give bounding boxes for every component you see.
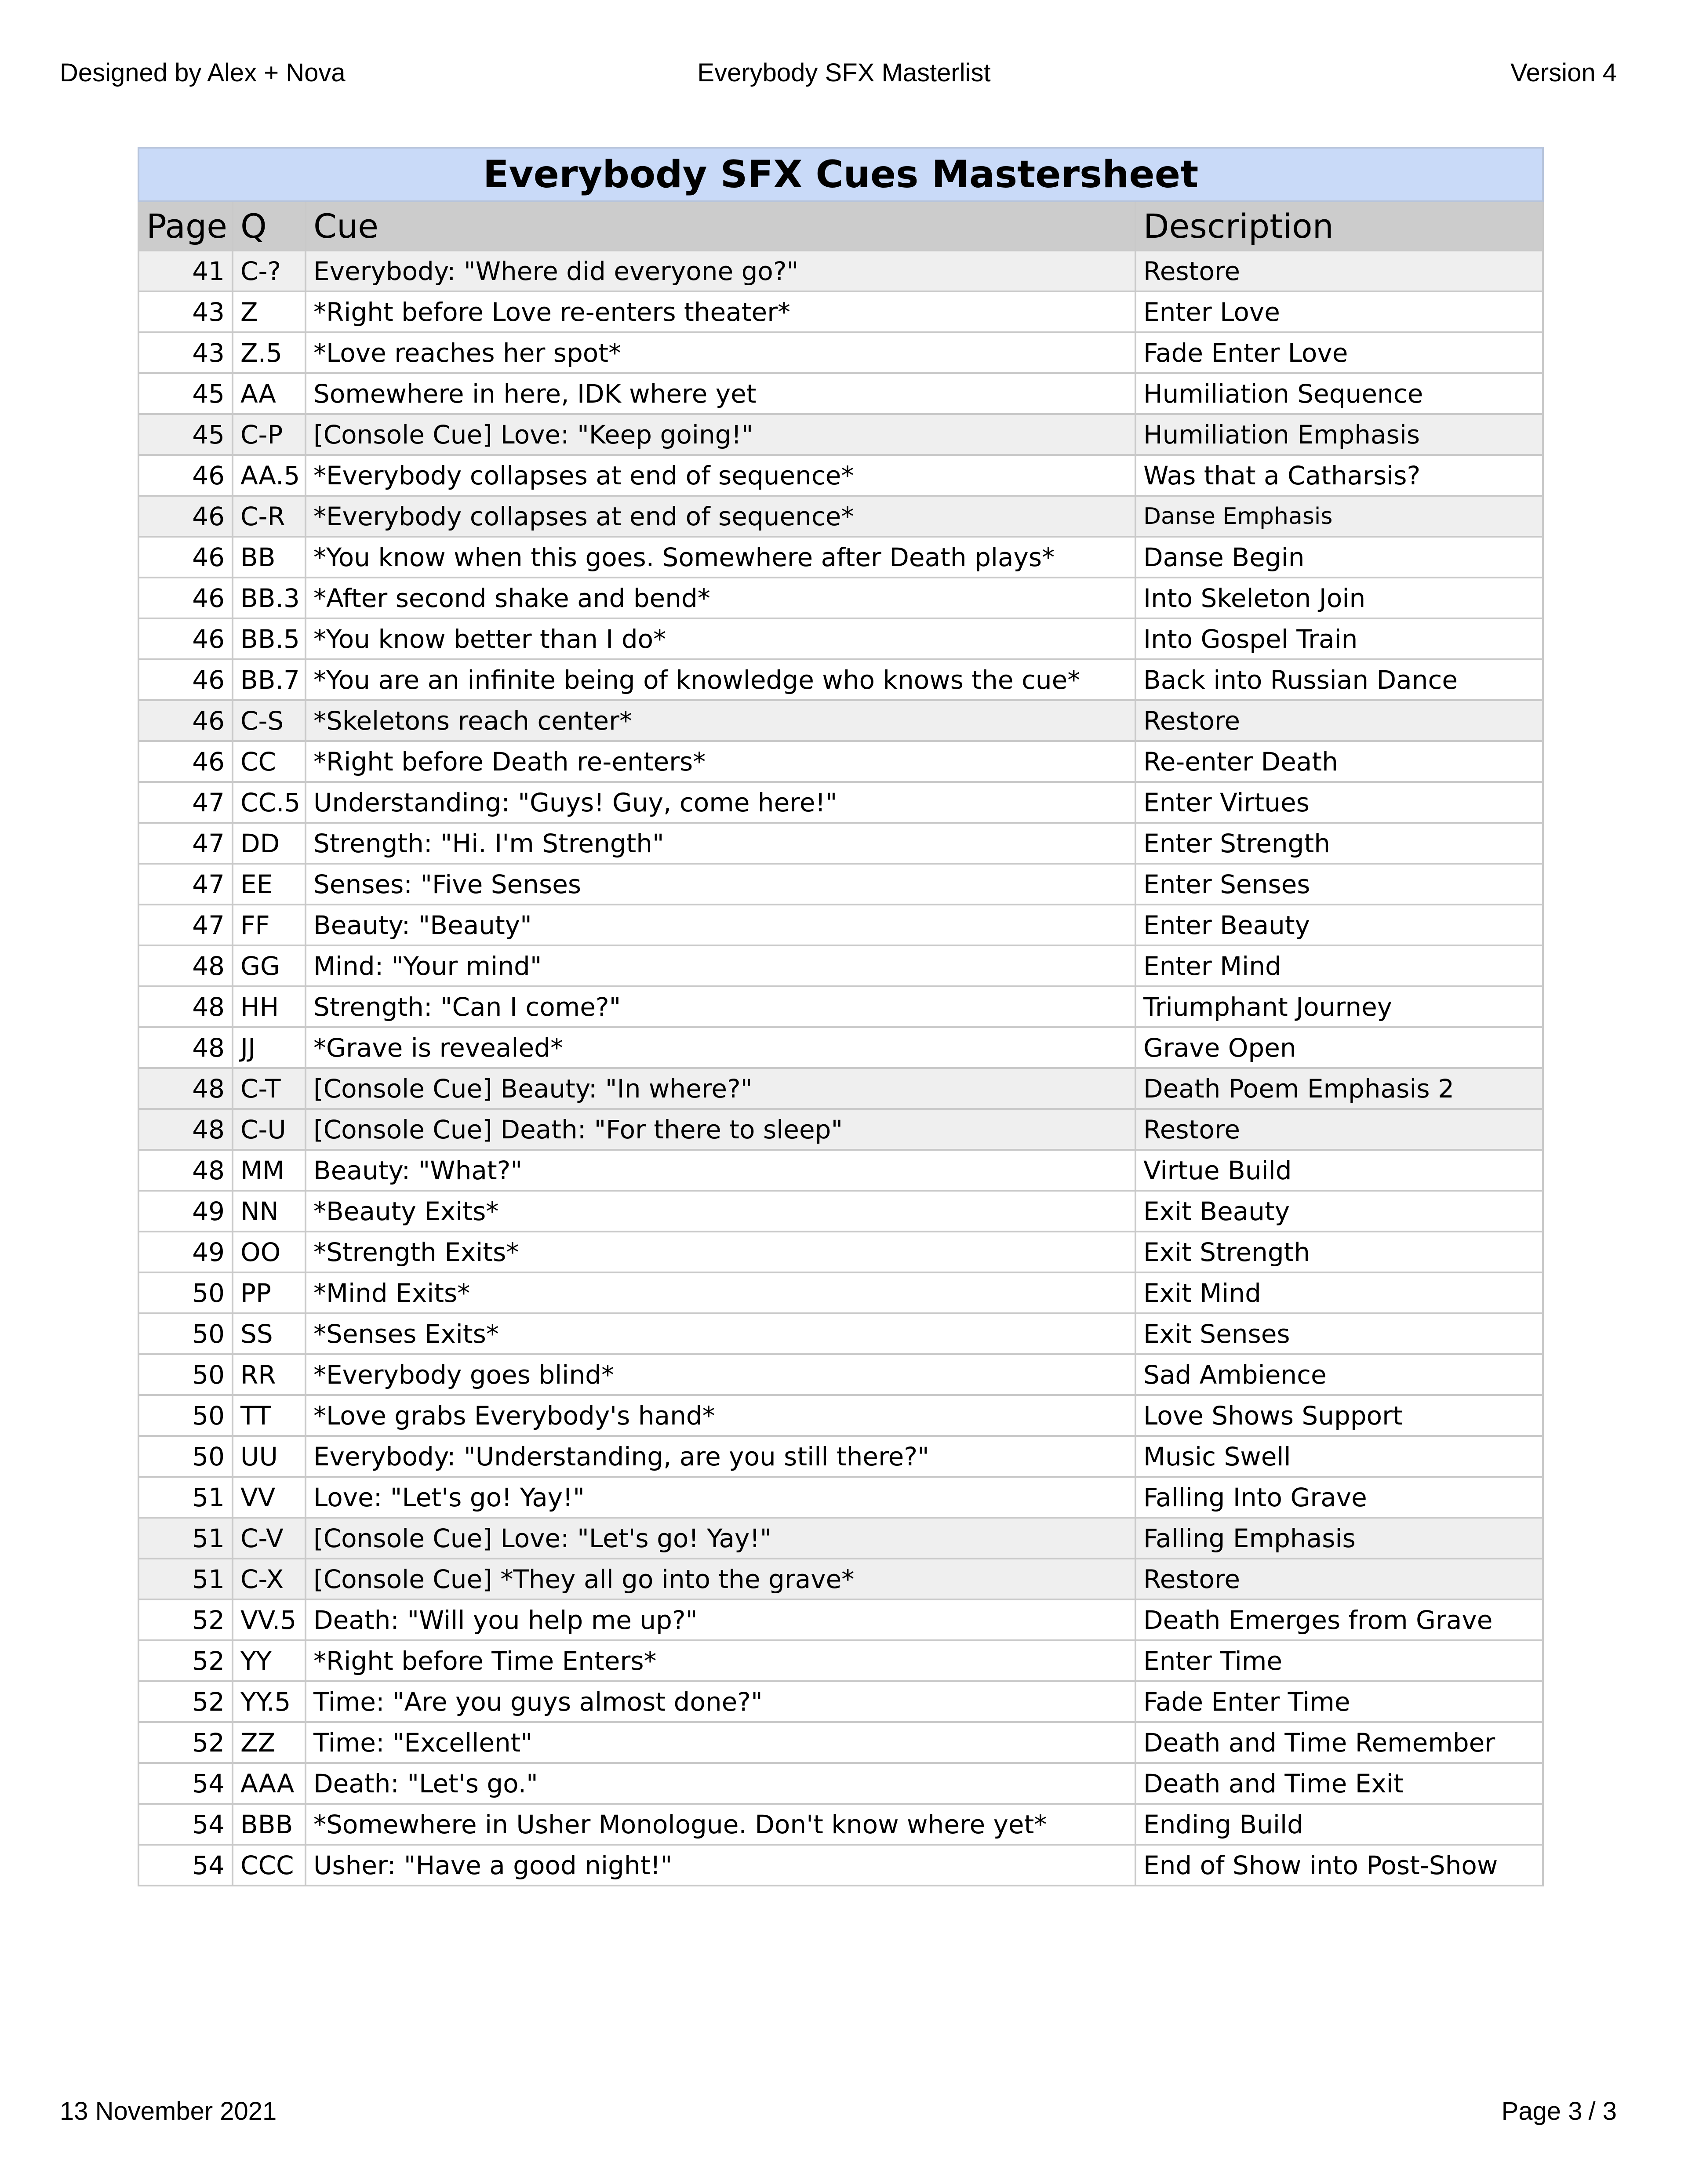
cell-page: 54 — [138, 1763, 233, 1804]
cell-page: 48 — [138, 945, 233, 986]
cell-page: 47 — [138, 864, 233, 905]
cell-q: C-U — [233, 1109, 306, 1150]
cell-cue: *Love grabs Everybody's hand* — [306, 1395, 1135, 1436]
cell-q: PP — [233, 1272, 306, 1313]
cell-cue: Mind: "Your mind" — [306, 945, 1135, 986]
cell-cue: *Mind Exits* — [306, 1272, 1135, 1313]
cell-q: C-P — [233, 414, 306, 455]
cell-q: EE — [233, 864, 306, 905]
cell-cue: [Console Cue] Beauty: "In where?" — [306, 1068, 1135, 1109]
table-row — [138, 1191, 1543, 1232]
cell-q: C-V — [233, 1518, 306, 1559]
cell-q: C-X — [233, 1559, 306, 1599]
cell-page: 48 — [138, 1068, 233, 1109]
table-row — [138, 986, 1543, 1027]
cell-cue: [Console Cue] Love: "Keep going!" — [306, 414, 1135, 455]
cell-description: Death and Time Remember — [1135, 1722, 1543, 1763]
cell-q: SS — [233, 1313, 306, 1354]
table-row — [138, 1272, 1543, 1313]
table-row — [138, 823, 1543, 864]
cell-description: Fade Enter Love — [1135, 332, 1543, 373]
table-row — [138, 373, 1543, 414]
cell-cue: *Everybody collapses at end of sequence* — [306, 496, 1135, 537]
header-version: Version 4 — [1510, 58, 1617, 87]
cell-cue: Love: "Let's go! Yay!" — [306, 1477, 1135, 1518]
table-row — [138, 332, 1543, 373]
cell-q: C-R — [233, 496, 306, 537]
cell-description: Into Skeleton Join — [1135, 578, 1543, 618]
table-row — [138, 1722, 1543, 1763]
cell-description: Danse Begin — [1135, 537, 1543, 578]
cell-cue: *Skeletons reach center* — [306, 700, 1135, 741]
header-title: Everybody SFX Masterlist — [697, 58, 991, 87]
cell-description: Enter Strength — [1135, 823, 1543, 864]
cell-description: Humiliation Emphasis — [1135, 414, 1543, 455]
table-row — [138, 578, 1543, 618]
cell-description: Enter Virtues — [1135, 782, 1543, 823]
table-row — [138, 455, 1543, 496]
cell-cue: *You know when this goes. Somewhere after Death plays* — [306, 537, 1135, 578]
table-title: Everybody SFX Cues Mastersheet — [138, 148, 1543, 201]
table-row — [138, 1681, 1543, 1722]
cell-description: Enter Love — [1135, 291, 1543, 332]
cell-cue: Death: "Let's go." — [306, 1763, 1135, 1804]
cell-description: Ending Build — [1135, 1804, 1543, 1845]
cell-page: 46 — [138, 496, 233, 537]
cell-page: 52 — [138, 1599, 233, 1640]
cell-q: BB.7 — [233, 659, 306, 700]
table-row — [138, 537, 1543, 578]
cell-page: 46 — [138, 741, 233, 782]
table-row — [138, 1845, 1543, 1886]
table-row — [138, 905, 1543, 945]
table-row — [138, 1477, 1543, 1518]
cell-cue: *You are an infinite being of knowledge who knows the cue* — [306, 659, 1135, 700]
cell-page: 52 — [138, 1640, 233, 1681]
table-row — [138, 1804, 1543, 1845]
cell-description: Death Poem Emphasis 2 — [1135, 1068, 1543, 1109]
table-row — [138, 291, 1543, 332]
table-row — [138, 618, 1543, 659]
cell-cue: *Everybody goes blind* — [306, 1354, 1135, 1395]
cell-description: Back into Russian Dance — [1135, 659, 1543, 700]
column-header-description: Description — [1135, 201, 1543, 251]
cell-description: Sad Ambience — [1135, 1354, 1543, 1395]
cell-page: 48 — [138, 1109, 233, 1150]
cell-cue: *Right before Love re-enters theater* — [306, 291, 1135, 332]
cell-page: 46 — [138, 618, 233, 659]
cell-cue: *After second shake and bend* — [306, 578, 1135, 618]
table-row — [138, 1313, 1543, 1354]
cell-description: Enter Beauty — [1135, 905, 1543, 945]
table-row — [138, 1232, 1543, 1272]
cell-description: Into Gospel Train — [1135, 618, 1543, 659]
cell-page: 54 — [138, 1845, 233, 1886]
cell-cue: *You know better than I do* — [306, 618, 1135, 659]
table-row — [138, 1763, 1543, 1804]
table-row — [138, 945, 1543, 986]
cell-q: Z — [233, 291, 306, 332]
cell-q: YY — [233, 1640, 306, 1681]
cell-q: HH — [233, 986, 306, 1027]
cell-description: Exit Beauty — [1135, 1191, 1543, 1232]
cell-q: OO — [233, 1232, 306, 1272]
cell-cue: Time: "Are you guys almost done?" — [306, 1681, 1135, 1722]
table-row — [138, 1640, 1543, 1681]
cell-page: 46 — [138, 455, 233, 496]
cell-q: BBB — [233, 1804, 306, 1845]
cell-description: Humiliation Sequence — [1135, 373, 1543, 414]
cell-description: End of Show into Post-Show — [1135, 1845, 1543, 1886]
footer-date: 13 November 2021 — [60, 2097, 277, 2126]
cell-page: 47 — [138, 823, 233, 864]
cell-cue: *Right before Death re-enters* — [306, 741, 1135, 782]
header-designer: Designed by Alex + Nova — [60, 58, 346, 87]
cell-cue: Beauty: "What?" — [306, 1150, 1135, 1191]
cell-description: Restore — [1135, 1559, 1543, 1599]
cell-description: Grave Open — [1135, 1027, 1543, 1068]
cell-page: 51 — [138, 1518, 233, 1559]
cell-page: 46 — [138, 659, 233, 700]
cell-q: CCC — [233, 1845, 306, 1886]
cell-page: 52 — [138, 1722, 233, 1763]
cell-cue: *Right before Time Enters* — [306, 1640, 1135, 1681]
cell-description: Triumphant Journey — [1135, 986, 1543, 1027]
cell-page: 51 — [138, 1477, 233, 1518]
cell-page: 52 — [138, 1681, 233, 1722]
cell-q: TT — [233, 1395, 306, 1436]
cell-description: Falling Into Grave — [1135, 1477, 1543, 1518]
cell-cue: Everybody: "Where did everyone go?" — [306, 251, 1135, 291]
cell-q: C-T — [233, 1068, 306, 1109]
cell-description: Was that a Catharsis? — [1135, 455, 1543, 496]
cell-page: 47 — [138, 782, 233, 823]
cell-q: C-S — [233, 700, 306, 741]
cell-cue: Death: "Will you help me up?" — [306, 1599, 1135, 1640]
cell-description: Falling Emphasis — [1135, 1518, 1543, 1559]
cell-page: 45 — [138, 373, 233, 414]
cell-cue: [Console Cue] Love: "Let's go! Yay!" — [306, 1518, 1135, 1559]
cell-description: Music Swell — [1135, 1436, 1543, 1477]
cell-q: MM — [233, 1150, 306, 1191]
cell-cue: [Console Cue] *They all go into the grave* — [306, 1559, 1135, 1599]
cell-cue: *Grave is revealed* — [306, 1027, 1135, 1068]
footer-page-total: / 3 — [1588, 2097, 1617, 2126]
cell-page: 50 — [138, 1395, 233, 1436]
cell-description: Enter Time — [1135, 1640, 1543, 1681]
cell-q: UU — [233, 1436, 306, 1477]
cell-page: 46 — [138, 537, 233, 578]
cell-q: CC.5 — [233, 782, 306, 823]
cell-page: 41 — [138, 251, 233, 291]
cell-q: CC — [233, 741, 306, 782]
cell-cue: *Senses Exits* — [306, 1313, 1135, 1354]
cell-page: 50 — [138, 1272, 233, 1313]
table-row — [138, 1395, 1543, 1436]
cell-page: 49 — [138, 1232, 233, 1272]
cell-page: 54 — [138, 1804, 233, 1845]
table-row — [138, 782, 1543, 823]
table-row — [138, 700, 1543, 741]
cell-cue: *Love reaches her spot* — [306, 332, 1135, 373]
table-row — [138, 1068, 1543, 1109]
cell-q: YY.5 — [233, 1681, 306, 1722]
cell-page: 48 — [138, 1027, 233, 1068]
cell-description: Restore — [1135, 700, 1543, 741]
cell-cue: Time: "Excellent" — [306, 1722, 1135, 1763]
cell-q: ZZ — [233, 1722, 306, 1763]
cell-q: BB.5 — [233, 618, 306, 659]
table-row — [138, 1518, 1543, 1559]
cell-cue: Beauty: "Beauty" — [306, 905, 1135, 945]
cell-description: Exit Senses — [1135, 1313, 1543, 1354]
table-row — [138, 1109, 1543, 1150]
cell-q: VV.5 — [233, 1599, 306, 1640]
cell-q: BB — [233, 537, 306, 578]
table-row — [138, 1354, 1543, 1395]
table-row — [138, 1559, 1543, 1599]
cell-description: Exit Strength — [1135, 1232, 1543, 1272]
cell-description: Restore — [1135, 251, 1543, 291]
column-header-page: Page — [138, 201, 233, 251]
cell-q: AAA — [233, 1763, 306, 1804]
column-header-q: Q — [233, 201, 306, 251]
cell-page: 50 — [138, 1313, 233, 1354]
cell-cue: *Somewhere in Usher Monologue. Don't know where yet* — [306, 1804, 1135, 1845]
cell-page: 46 — [138, 700, 233, 741]
cell-description: Danse Emphasis — [1135, 496, 1543, 537]
footer-page-number — [1502, 2097, 1617, 2126]
cell-page: 43 — [138, 332, 233, 373]
table-row — [138, 1436, 1543, 1477]
cell-q: Z.5 — [233, 332, 306, 373]
cell-page: 43 — [138, 291, 233, 332]
cell-q: DD — [233, 823, 306, 864]
table-row — [138, 496, 1543, 537]
table-row — [138, 659, 1543, 700]
cell-cue: Usher: "Have a good night!" — [306, 1845, 1135, 1886]
cell-description: Death and Time Exit — [1135, 1763, 1543, 1804]
cell-q: C-? — [233, 251, 306, 291]
cell-cue: Strength: "Hi. I'm Strength" — [306, 823, 1135, 864]
cell-description: Virtue Build — [1135, 1150, 1543, 1191]
cell-cue: *Everybody collapses at end of sequence* — [306, 455, 1135, 496]
table-body — [138, 251, 1543, 1886]
cell-description: Love Shows Support — [1135, 1395, 1543, 1436]
cell-cue: [Console Cue] Death: "For there to sleep" — [306, 1109, 1135, 1150]
cell-description: Exit Mind — [1135, 1272, 1543, 1313]
cell-cue: *Beauty Exits* — [306, 1191, 1135, 1232]
column-header-cue: Cue — [306, 201, 1135, 251]
table-row — [138, 251, 1543, 291]
cell-page: 48 — [138, 1150, 233, 1191]
cell-q: AA — [233, 373, 306, 414]
cell-page: 51 — [138, 1559, 233, 1599]
table-row — [138, 414, 1543, 455]
cell-page: 50 — [138, 1436, 233, 1477]
cell-cue: *Strength Exits* — [306, 1232, 1135, 1272]
cell-cue: Senses: "Five Senses — [306, 864, 1135, 905]
cell-cue: Everybody: "Understanding, are you still there?" — [306, 1436, 1135, 1477]
cell-q: GG — [233, 945, 306, 986]
cell-page: 49 — [138, 1191, 233, 1232]
table-row — [138, 864, 1543, 905]
cell-page: 50 — [138, 1354, 233, 1395]
cell-cue: Strength: "Can I come?" — [306, 986, 1135, 1027]
cell-description: Enter Senses — [1135, 864, 1543, 905]
cell-q: BB.3 — [233, 578, 306, 618]
cue-table — [138, 147, 1544, 1886]
cell-page: 48 — [138, 986, 233, 1027]
cell-cue: Understanding: "Guys! Guy, come here!" — [306, 782, 1135, 823]
cell-cue: Somewhere in here, IDK where yet — [306, 373, 1135, 414]
cell-q: JJ — [233, 1027, 306, 1068]
cell-description: Fade Enter Time — [1135, 1681, 1543, 1722]
cell-q: NN — [233, 1191, 306, 1232]
cell-description: Re-enter Death — [1135, 741, 1543, 782]
table-row — [138, 1150, 1543, 1191]
cell-q: FF — [233, 905, 306, 945]
cell-q: RR — [233, 1354, 306, 1395]
cell-description: Restore — [1135, 1109, 1543, 1150]
table-row — [138, 1027, 1543, 1068]
cell-page: 45 — [138, 414, 233, 455]
table-row — [138, 1599, 1543, 1640]
cell-page: 47 — [138, 905, 233, 945]
cell-description: Enter Mind — [1135, 945, 1543, 986]
footer-page-label: Page 3 — [1501, 2097, 1582, 2126]
cell-q: AA.5 — [233, 455, 306, 496]
cell-page: 46 — [138, 578, 233, 618]
cell-q: VV — [233, 1477, 306, 1518]
cell-description: Death Emerges from Grave — [1135, 1599, 1543, 1640]
table-row — [138, 741, 1543, 782]
